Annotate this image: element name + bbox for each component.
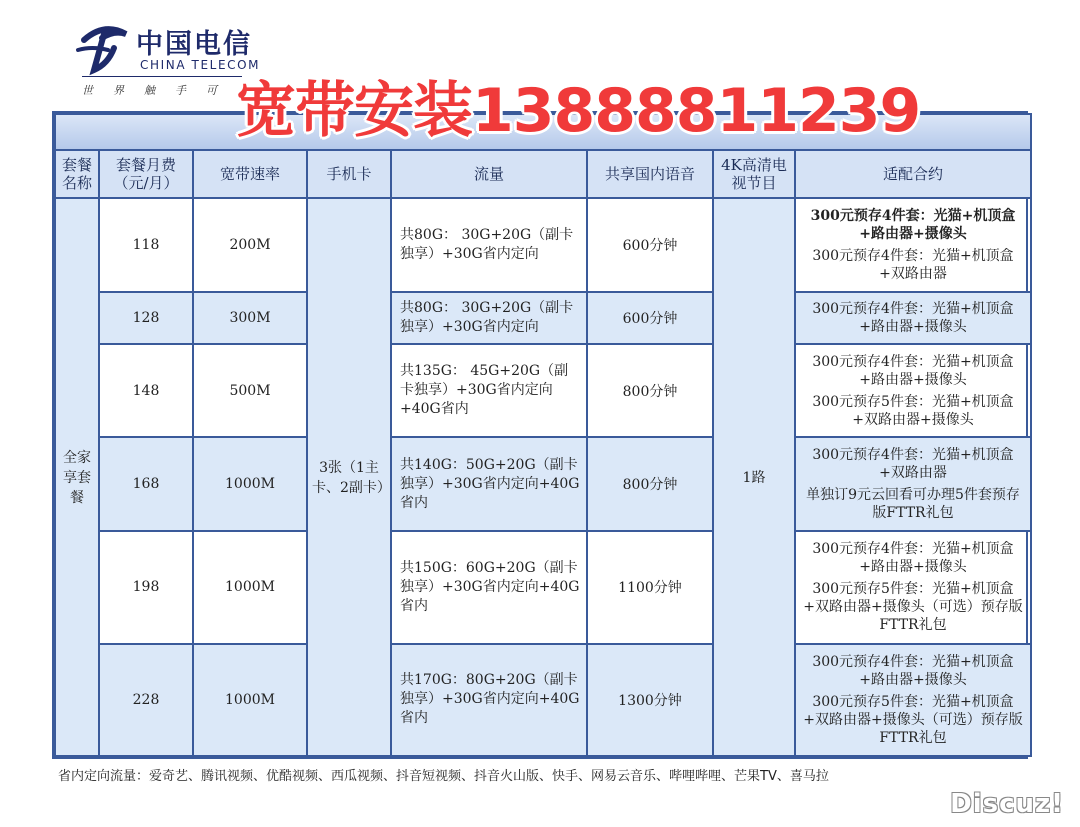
header-sim: 手机卡 — [307, 150, 391, 198]
tv-cell: 1路 — [713, 198, 795, 756]
speed-cell: 1000M — [193, 531, 307, 643]
speed-cell: 300M — [193, 292, 307, 344]
voice-cell: 800分钟 — [587, 437, 713, 531]
voice-cell: 1100分钟 — [587, 531, 713, 643]
contract-option: 300元预存4件套：光猫+机顶盒+路由器+摄像头 — [812, 653, 1014, 688]
speed-cell: 1000M — [193, 437, 307, 531]
speed-cell: 200M — [193, 198, 307, 292]
table-row — [55, 198, 1031, 292]
header-plan-name: 套餐名称 — [55, 150, 99, 198]
footnote-directed-data: 省内定向流量：爱奇艺、腾讯视频、优酷视频、西瓜视频、抖音短视频、抖音火山版、快手、网易云音乐、哔哩哔哩、芒果TV、喜马拉 — [58, 769, 829, 784]
header-contract: 适配合约 — [795, 150, 1031, 198]
header-speed: 宽带速率 — [193, 150, 307, 198]
fee-cell: 198 — [99, 531, 193, 643]
speed-cell: 500M — [193, 344, 307, 438]
fee-cell: 118 — [99, 198, 193, 292]
data-cell: 共80G： 30G+20G（副卡独享）+30G省内定向 — [391, 292, 587, 344]
voice-cell: 1300分钟 — [587, 644, 713, 756]
data-cell: 共80G： 30G+20G（副卡独享）+30G省内定向 — [391, 198, 587, 292]
header-voice: 共享国内语音 — [587, 150, 713, 198]
header-monthly-fee: 套餐月费（元/月） — [99, 150, 193, 198]
plan-table — [52, 111, 1028, 759]
contract-cell — [795, 198, 1031, 292]
contract-option: 300元预存4件套：光猫+机顶盒+路由器+摄像头 — [812, 541, 1014, 576]
voice-cell: 600分钟 — [587, 198, 713, 292]
data-cell: 共150G：60G+20G（副卡独享）+30G省内定向+40G省内 — [391, 531, 587, 643]
fee-cell: 128 — [99, 292, 193, 344]
logo-name-en: CHINA TELECOM — [140, 58, 261, 72]
logo-divider — [82, 76, 242, 77]
contract-cell — [795, 344, 1031, 438]
logo-slogan: 世界触手可 — [82, 84, 237, 97]
fee-cell: 228 — [99, 644, 193, 756]
voice-cell: 800分钟 — [587, 344, 713, 438]
data-cell: 共140G：50G+20G（副卡独享）+30G省内定向+40G省内 — [391, 437, 587, 531]
contract-cell — [795, 437, 1031, 531]
table-header-row — [55, 150, 1031, 198]
discuz-watermark: Discuz! — [950, 789, 1064, 819]
table-row — [55, 344, 1031, 438]
header-tv: 4K高清电视节目 — [713, 150, 795, 198]
fee-cell: 168 — [99, 437, 193, 531]
contract-option: 300元预存5件套：光猫+机顶盒+双路由器+摄像头（可选）预存版FTTR礼包 — [803, 693, 1023, 746]
contract-option: 300元预存4件套：光猫+机顶盒+路由器+摄像头 — [810, 207, 1016, 242]
data-cell: 共170G：80G+20G（副卡独享）+30G省内定向+40G省内 — [391, 644, 587, 756]
contract-option: 300元预存4件套：光猫+机顶盒+双路由器 — [812, 247, 1014, 282]
contract-cell — [795, 531, 1031, 643]
banner-title: 宽带安装13888811239 — [236, 76, 921, 146]
table-row — [55, 644, 1031, 756]
speed-cell: 1000M — [193, 644, 307, 756]
telecom-swirl-icon — [74, 20, 134, 76]
contract-option: 300元预存5件套：光猫+机顶盒+双路由器+摄像头（可选）预存版FTTR礼包 — [803, 581, 1023, 634]
contract-option: 300元预存4件套：光猫+机顶盒+路由器+摄像头 — [812, 300, 1014, 335]
data-cell: 共135G： 45G+20G（副卡独享）+30G省内定向+40G省内 — [391, 344, 587, 438]
contract-cell — [795, 644, 1031, 756]
sim-cell: 3张（1主卡、2副卡） — [307, 198, 391, 756]
voice-cell: 600分钟 — [587, 292, 713, 344]
contract-option: 300元预存4件套：光猫+机顶盒+路由器+摄像头 — [812, 353, 1014, 388]
fee-cell: 148 — [99, 344, 193, 438]
header-data: 流量 — [391, 150, 587, 198]
contract-cell — [795, 292, 1031, 344]
contract-option: 300元预存5件套：光猫+机顶盒+双路由器+摄像头 — [812, 393, 1014, 428]
contract-option: 300元预存4件套：光猫+机顶盒+双路由器 — [812, 447, 1014, 482]
table-row — [55, 292, 1031, 344]
table-row — [55, 437, 1031, 531]
contract-option: 单独订9元云回看可办理5件套预存版FTTR礼包 — [806, 487, 1020, 522]
logo-name-cn: 中国电信 — [136, 29, 252, 60]
plan-name-cell: 全家享套餐 — [55, 198, 99, 756]
table-row — [55, 531, 1031, 643]
